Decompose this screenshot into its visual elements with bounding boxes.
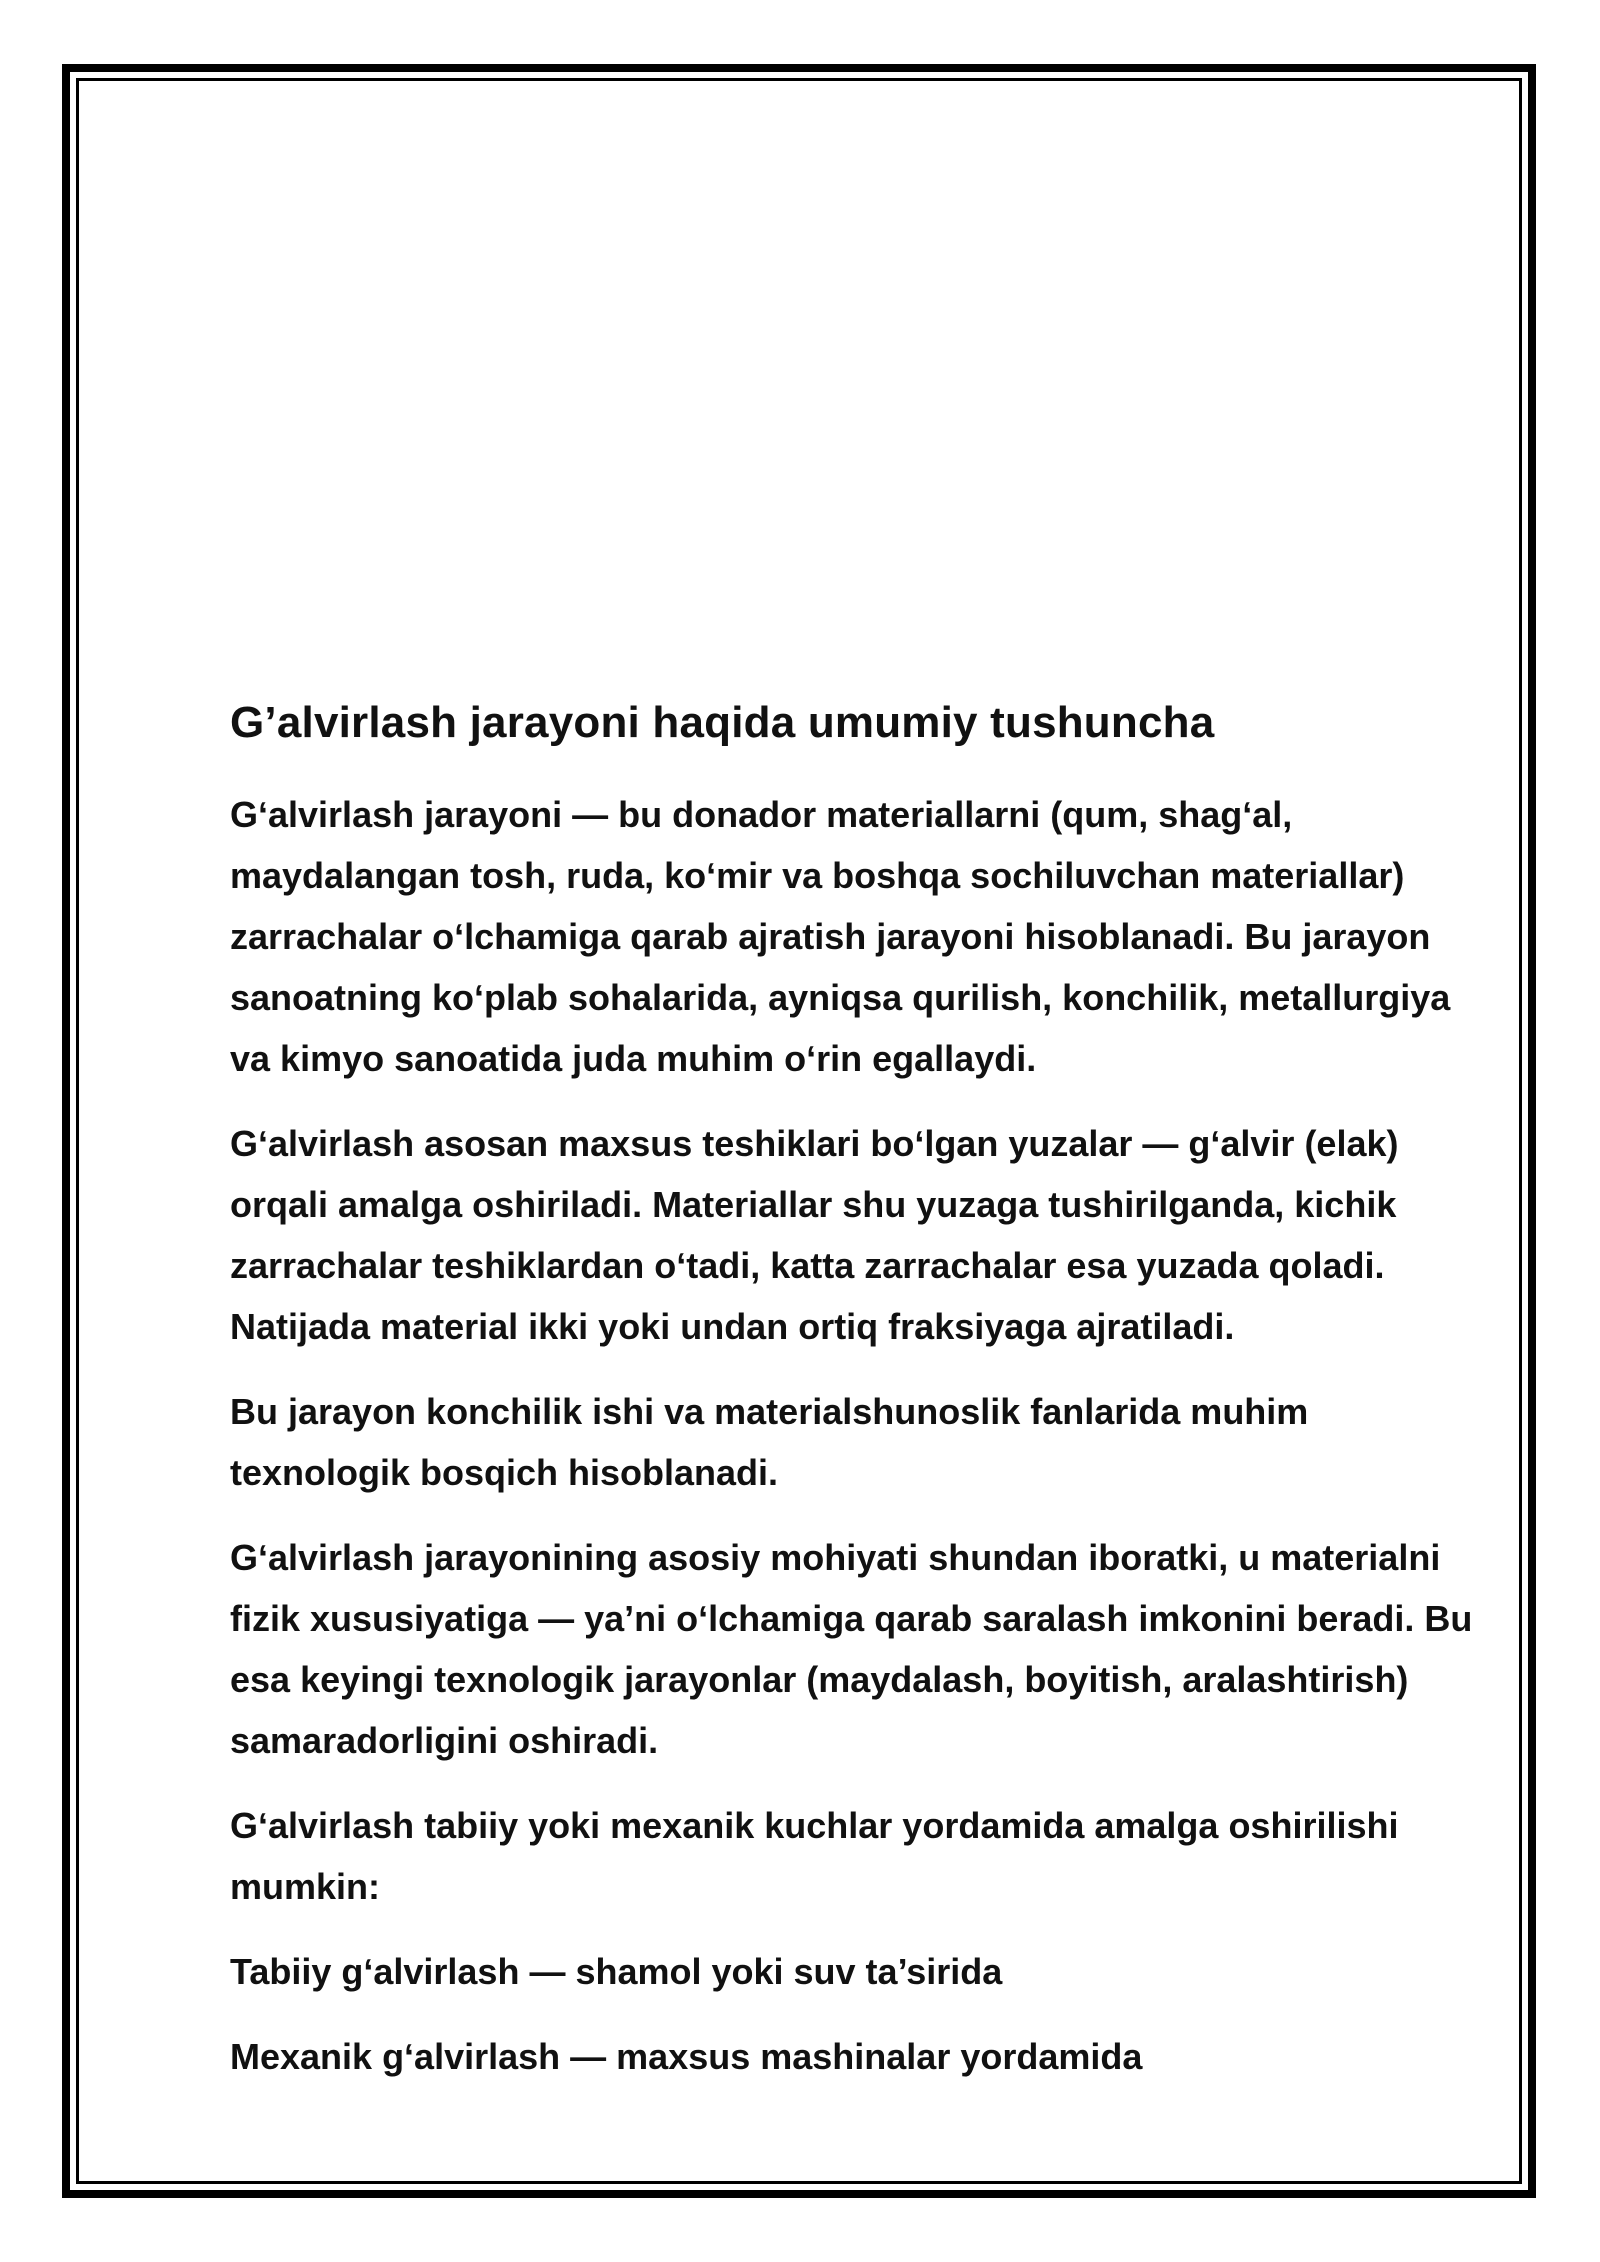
paragraph-natural-sieving: Tabiiy gʻalvirlash — shamol yoki suv ta’sirida [230,1951,1003,1992]
paragraph-essence: Gʻalvirlash jarayonining asosiy mohiyati shundan iboratki, u materialni fizik xususiyatiga — ya’ni oʻlchamiga qarab saralash imkonini beradi. Bu esa keyingi texnologik jarayonlar (maydalash, boyitish, aralashtirish) samaradorligini oshiradi. [230,1537,1473,1761]
paragraph-mechanical-sieving: Mexanik gʻalvirlash — maxsus mashinalar yordamida [230,2036,1143,2077]
document-title: G’alvirlash jarayoni haqida umumiy tushuncha [230,698,1215,747]
paragraph-definition: Gʻalvirlash jarayoni — bu donador materiallarni (qum, shagʻal, maydalangan tosh, ruda, koʻmir va boshqa sochiluvchan materiallar) zarrachalar oʻlchamiga qarab ajratish jarayoni hisoblanadi. Bu jarayon sanoatning koʻplab sohalarida, ayniqsa qurilish, konchilik, metallurgiya va kimyo sanoatida juda muhim oʻrin egallaydi. [230,794,1451,1079]
document-body [230,688,1490,2111]
paragraph-importance: Bu jarayon konchilik ishi va materialshunoslik fanlarida muhim texnologik bosqich hisoblanadi. [230,1391,1309,1493]
paragraph-sieve-method: Gʻalvirlash asosan maxsus teshiklari boʻlgan yuzalar — gʻalvir (elak) orqali amalga oshiriladi. Materiallar shu yuzaga tushirilganda, kichik zarrachalar teshiklardan oʻtadi, katta zarrachalar esa yuzada qoladi. Natijada material ikki yoki undan ortiq fraksiyaga ajratiladi. [230,1123,1399,1347]
paragraph-forces-intro: Gʻalvirlash tabiiy yoki mexanik kuchlar yordamida amalga oshirilishi mumkin: [230,1805,1399,1907]
